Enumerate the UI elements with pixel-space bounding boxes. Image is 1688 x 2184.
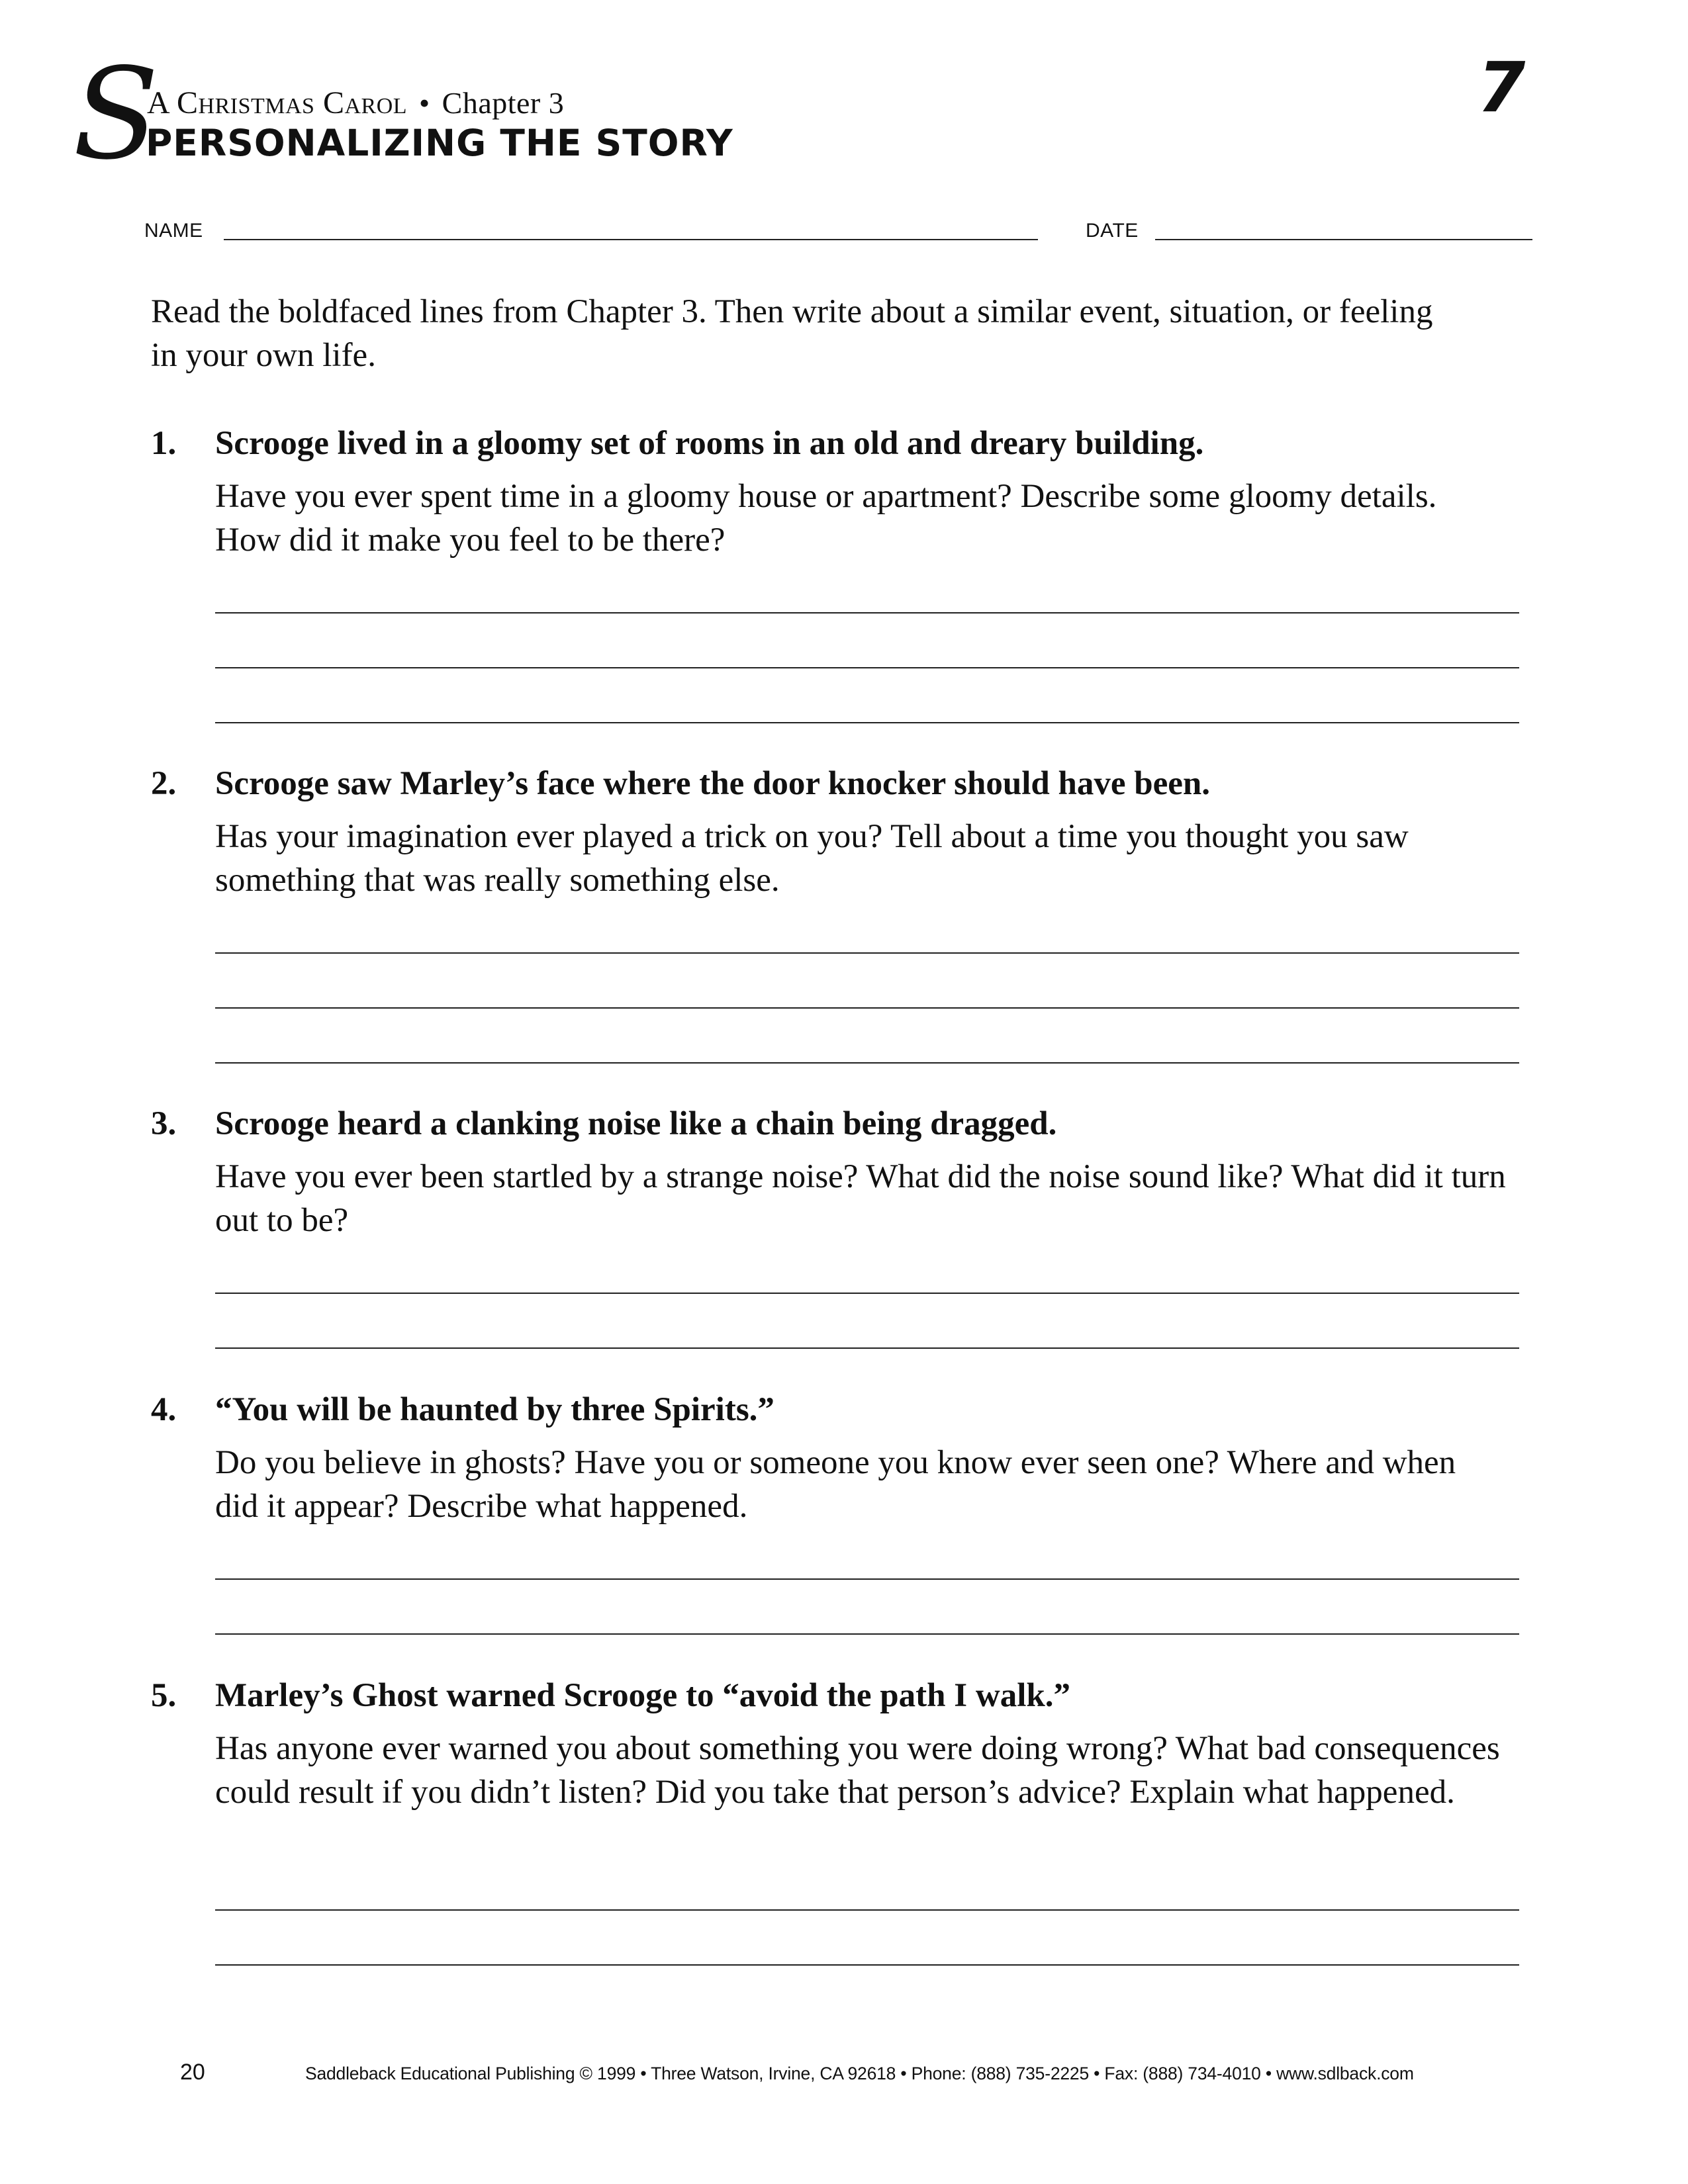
chapter-label: Chapter 3 bbox=[442, 86, 565, 120]
name-field[interactable] bbox=[224, 239, 1038, 240]
answer-line[interactable] bbox=[215, 1633, 1519, 1635]
name-label: NAME bbox=[144, 220, 203, 242]
question-number: 4. bbox=[151, 1391, 177, 1428]
question-prompt: Has anyone ever warned you about something you were doing wrong? What bad consequences could result if you didn’t listen? Did you take that person’s advice? Explain what happened. bbox=[215, 1730, 1500, 1811]
question-quote: “You will be haunted by three Spirits.” bbox=[215, 1391, 774, 1428]
question-prompt: Have you ever been startled by a strange noise? What did the noise sound like? What did it turn out to be? bbox=[215, 1158, 1506, 1239]
answer-line[interactable] bbox=[215, 1293, 1519, 1294]
answer-line[interactable] bbox=[215, 1007, 1519, 1009]
answer-line[interactable] bbox=[215, 1578, 1519, 1580]
answer-line[interactable] bbox=[215, 1964, 1519, 1966]
separator-bullet: • bbox=[419, 86, 430, 120]
question-quote: Scrooge saw Marley’s face where the door knocker should have been. bbox=[215, 765, 1210, 802]
date-label: DATE bbox=[1086, 220, 1139, 242]
answer-line[interactable] bbox=[215, 1062, 1519, 1064]
question-quote: Scrooge heard a clanking noise like a chain being dragged. bbox=[215, 1105, 1057, 1142]
answer-line[interactable] bbox=[215, 612, 1519, 614]
answer-line[interactable] bbox=[215, 952, 1519, 954]
series-line bbox=[147, 85, 564, 121]
question-prompt: Do you believe in ghosts? Have you or someone you know ever seen one? Where and when did it appear? Describe what happened. bbox=[215, 1444, 1456, 1525]
question-number: 5. bbox=[151, 1677, 177, 1714]
instructions: Read the boldfaced lines from Chapter 3. Then write about a similar event, situation, or feeling in your own life. bbox=[151, 293, 1433, 374]
answer-line[interactable] bbox=[215, 667, 1519, 668]
page-title: PERSONALIZING THE STORY bbox=[146, 122, 733, 164]
lesson-number: 7 bbox=[1477, 47, 1526, 128]
answer-line[interactable] bbox=[215, 1347, 1519, 1349]
page-number: 20 bbox=[180, 2060, 205, 2085]
answer-line[interactable] bbox=[215, 722, 1519, 723]
question-quote: Marley’s Ghost warned Scrooge to “avoid the path I walk.” bbox=[215, 1677, 1070, 1714]
publisher-footer: Saddleback Educational Publishing © 1999 • Three Watson, Irvine, CA 92618 • Phone: (888) 735-2225 • Fax: (888) 734-4010 • www.sdlback.com bbox=[305, 2064, 1414, 2083]
question-number: 1. bbox=[151, 425, 177, 462]
question-quote: Scrooge lived in a gloomy set of rooms in an old and dreary building. bbox=[215, 425, 1204, 462]
question-prompt: Have you ever spent time in a gloomy house or apartment? Describe some gloomy details. How did it make you feel to be there? bbox=[215, 478, 1437, 559]
question-number: 2. bbox=[151, 765, 177, 802]
question-prompt: Has your imagination ever played a trick on you? Tell about a time you thought you saw something that was really something else. bbox=[215, 818, 1409, 899]
answer-line[interactable] bbox=[215, 1909, 1519, 1911]
question-number: 3. bbox=[151, 1105, 177, 1142]
date-field[interactable] bbox=[1155, 239, 1532, 240]
publisher-logo: S bbox=[73, 41, 160, 187]
book-title: A Christmas Carol bbox=[147, 85, 408, 120]
